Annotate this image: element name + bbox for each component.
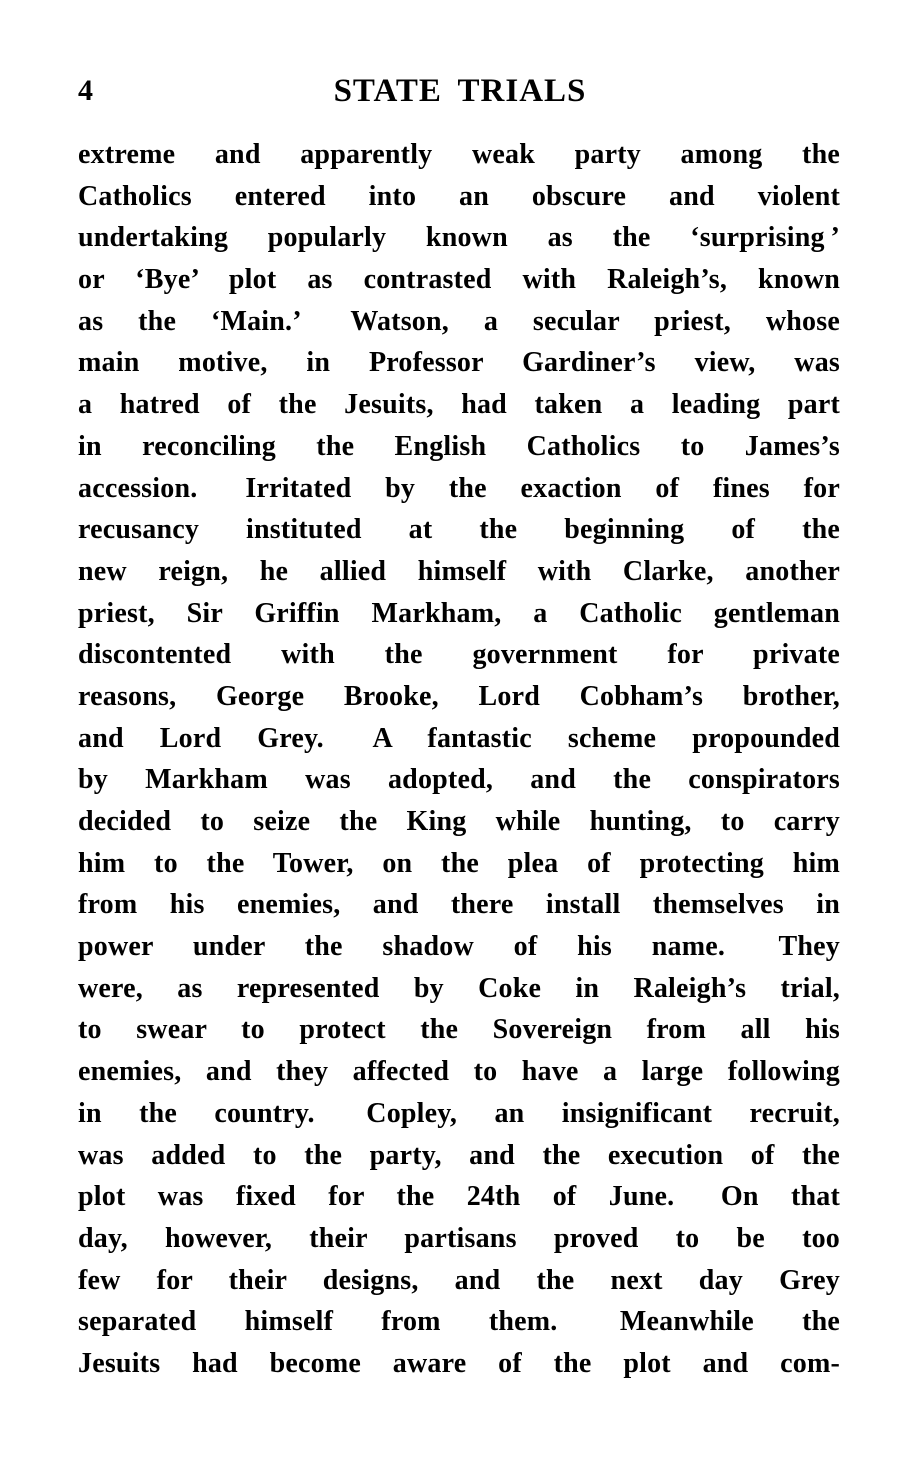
text-line: him to the Tower, on the plea of protecting him (78, 847, 840, 879)
body-text (78, 134, 840, 1385)
text-line: to swear to protect the Sovereign from all his (78, 1014, 840, 1046)
text-line: Jesuits had become aware of the plot and com- (78, 1347, 840, 1379)
text-line: reasons, George Brooke, Lord Cobham’s brother, (78, 680, 840, 712)
text-line: in the country. Copley, an insignificant recruit, (78, 1097, 840, 1129)
text-line: few for their designs, and the next day Grey (78, 1264, 840, 1296)
text-line: main motive, in Professor Gardiner’s view, was (78, 347, 840, 379)
text-line: new reign, he allied himself with Clarke, another (78, 555, 840, 587)
text-line: and Lord Grey. A fantastic scheme propounded (78, 722, 840, 754)
text-line: power under the shadow of his name. They (78, 931, 840, 963)
text-line: accession. Irritated by the exaction of fines for (78, 472, 840, 504)
text-line: plot was fixed for the 24th of June. On that (78, 1181, 840, 1213)
text-line: recusancy instituted at the beginning of the (78, 514, 840, 546)
text-line: day, however, their partisans proved to be too (78, 1222, 840, 1254)
page-number: 4 (78, 74, 93, 107)
text-line: Catholics entered into an obscure and violent (78, 180, 840, 212)
text-line: enemies, and they affected to have a large following (78, 1056, 840, 1088)
text-line: decided to seize the King while hunting, to carry (78, 806, 840, 837)
text-line: as the ‘Main.’ Watson, a secular priest, whose (78, 305, 840, 337)
text-line: priest, Sir Griffin Markham, a Catholic gentleman (78, 597, 840, 629)
text-line: in reconciling the English Catholics to James’s (78, 430, 840, 462)
text-line: from his enemies, and there install themselves in (78, 889, 840, 921)
text-line: a hatred of the Jesuits, had taken a leading part (78, 389, 840, 421)
text-line: or ‘Bye’ plot as contrasted with Raleigh’s, known (78, 264, 840, 296)
text-line: were, as represented by Coke in Raleigh’s trial, (78, 972, 840, 1004)
text-line: discontented with the government for private (78, 639, 840, 671)
page-header (0, 72, 900, 112)
text-line: was added to the party, and the execution of the (78, 1139, 840, 1171)
text-line: extreme and apparently weak party among the (78, 139, 840, 170)
text-line: separated himself from them. Meanwhile the (78, 1306, 840, 1338)
text-line: undertaking popularly known as the ‘surprising ’ (78, 222, 840, 254)
text-line: by Markham was adopted, and the conspirators (78, 764, 840, 796)
running-title: STATE TRIALS (333, 73, 587, 109)
